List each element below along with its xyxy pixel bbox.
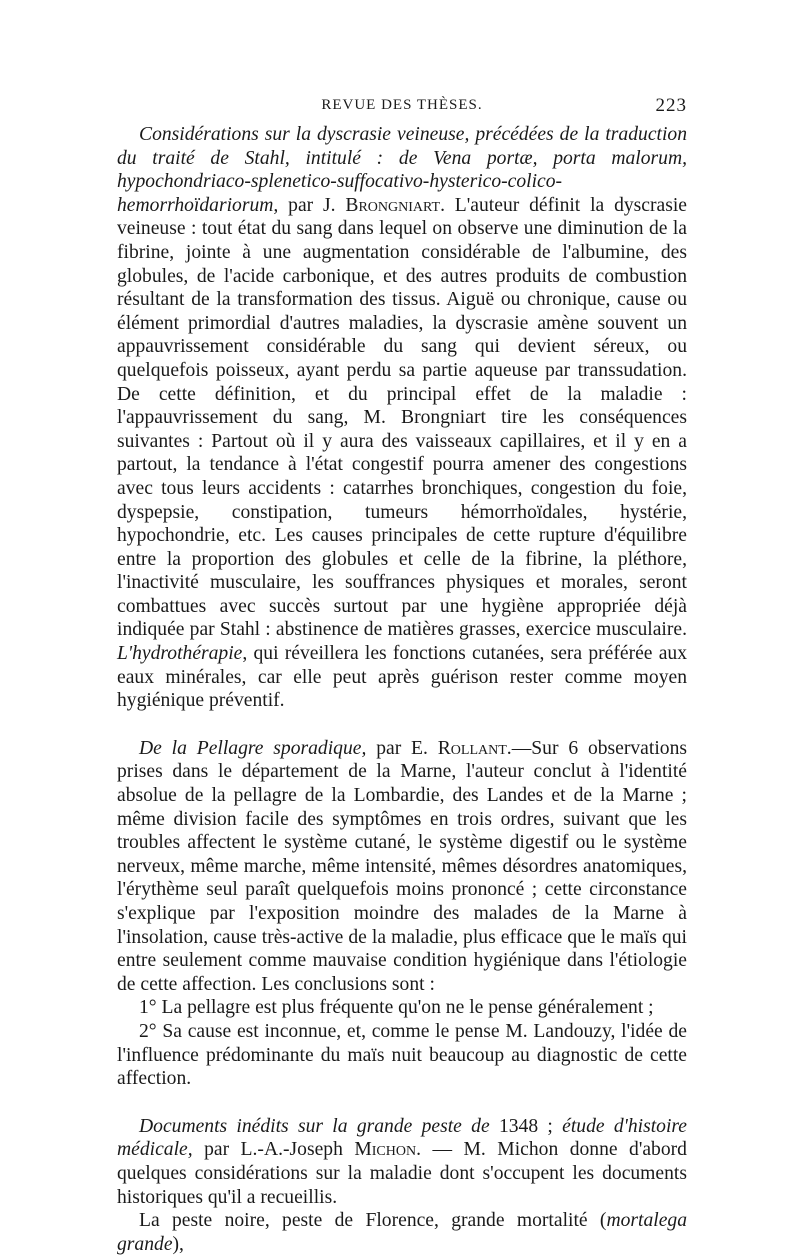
conclusion-1: 1° La pellagre est plus fréquente qu'on ne le pense généralement ; bbox=[139, 997, 654, 1019]
article-body: . L'auteur définit la dyscrasie veineuse : tout état du sang dans lequel on observe une diminution de la fibrine, jointe à une augmentation considérable de l'albumine, des globules, de l'acide carbonique, et des autres produits de combustion résultant de la transformation des tissus. Aiguë ou chronique, cause ou élément primordial d'autres maladies, la dyscrasie amène souvent un appauvrissement considérable du sang qui devient séreux, ou quelquefois poisseux, ayant perdu sa partie aqueuse par transsudation. De cette définition, et du principal effet de la maladie : l'appauvrissement du sang, M. Brongniart tire les conséquences suivantes : Partout où il y aura des vaisseaux capillaires, et il y en a partout, la tendance à l'état congestif pourra amener des congestions avec tous leurs accidents : catarrhes bronchiques, congestion du foie, dyspepsie, constipation, tumeurs hémorrhoïdales, hystérie, hypochondrie, etc. Les causes principales de cette rupture d'équilibre entre la proportion des globules et celle de la fibrine, la pléthore, l'inactivité musculaire, les souffrances physiques et morales, seront combattues avec succès surtout par une hygiène appropriée déjà indiquée par Stahl : abstinence de matières grasses, exercice musculaire. bbox=[117, 194, 687, 641]
author-name: Michon bbox=[354, 1139, 417, 1161]
article-pellagre bbox=[117, 737, 687, 997]
article-stahl bbox=[117, 123, 687, 713]
page bbox=[117, 95, 687, 1256]
article-peste bbox=[117, 1115, 687, 1209]
running-head: REVUE DES THÈSES. bbox=[321, 97, 483, 113]
author-name: Rollant bbox=[437, 737, 507, 759]
conclusion-2: 2° Sa cause est inconnue, et, comme le pense M. Landouzy, l'idée de l'influence prédominante du maïs nuit beaucoup au diagnostic de cette affection. bbox=[117, 1020, 687, 1090]
byline-prefix: par L.-A.-Joseph bbox=[192, 1139, 355, 1161]
title-year: 1348 bbox=[489, 1115, 539, 1137]
emphasis-term: L'hydrothérapie bbox=[117, 643, 243, 665]
continuation-paragraph bbox=[117, 1209, 687, 1256]
section-gap bbox=[117, 713, 687, 737]
continuation-italic: mortalega grande bbox=[117, 1210, 687, 1255]
article-subtitle: étude d'histoire médicale, bbox=[117, 1115, 688, 1161]
byline-prefix: par E. bbox=[366, 737, 438, 759]
article-body: . — M. Michon donne d'abord quelques considérations sur la maladie dont s'occupent les documents historiques qu'il a recueillis. bbox=[117, 1139, 687, 1208]
article-body-end: , qui réveillera les fonctions cutanées, sera préférée aux eaux minérales, car elle peut après guérison rester comme moyen hygiénique préventif. bbox=[117, 643, 687, 712]
continuation-end: ), bbox=[172, 1233, 184, 1255]
author-name: Brongniart bbox=[345, 194, 441, 216]
article-title: De la Pellagre sporadique, bbox=[139, 737, 367, 759]
byline-prefix: par J. bbox=[278, 194, 346, 216]
page-number: 223 bbox=[655, 95, 687, 116]
article-title: Documents inédits sur la grande peste de bbox=[139, 1115, 490, 1137]
section-gap bbox=[117, 1091, 687, 1115]
article-title: Considérations sur la dyscrasie veineuse, précédées de la traduction du traité de Stahl, intitulé : de Vena portæ, porta malorum, hypochondriaco-splenetico-suffocativo-hysterico-colico-hemorrhoïdariorum, bbox=[117, 124, 687, 216]
continuation-text: La peste noire, peste de Florence, grande mortalité ( bbox=[139, 1210, 607, 1232]
title-separator: ; bbox=[538, 1115, 563, 1137]
article-body: .—Sur 6 observations prises dans le département de la Marne, l'auteur conclut à l'identité absolue de la pellagre de la Lombardie, des Landes et de la Marne ; même division facile des symptômes en trois ordres, suivant que les troubles affectent le système cutané, le système digestif ou le système nerveux, même marche, même intensité, mêmes désordres anatomiques, l'érythème seul paraît quelquefois moins prononcé ; cette circonstance s'explique par l'exposition moindre des malades de la Marne à l'insolation, cause très-active de la maladie, plus efficace que le maïs qui entre seulement comme mauvaise condition hygiénique dans l'étiologie de cette affection. Les conclusions sont : bbox=[117, 737, 687, 995]
page-header bbox=[117, 95, 687, 123]
